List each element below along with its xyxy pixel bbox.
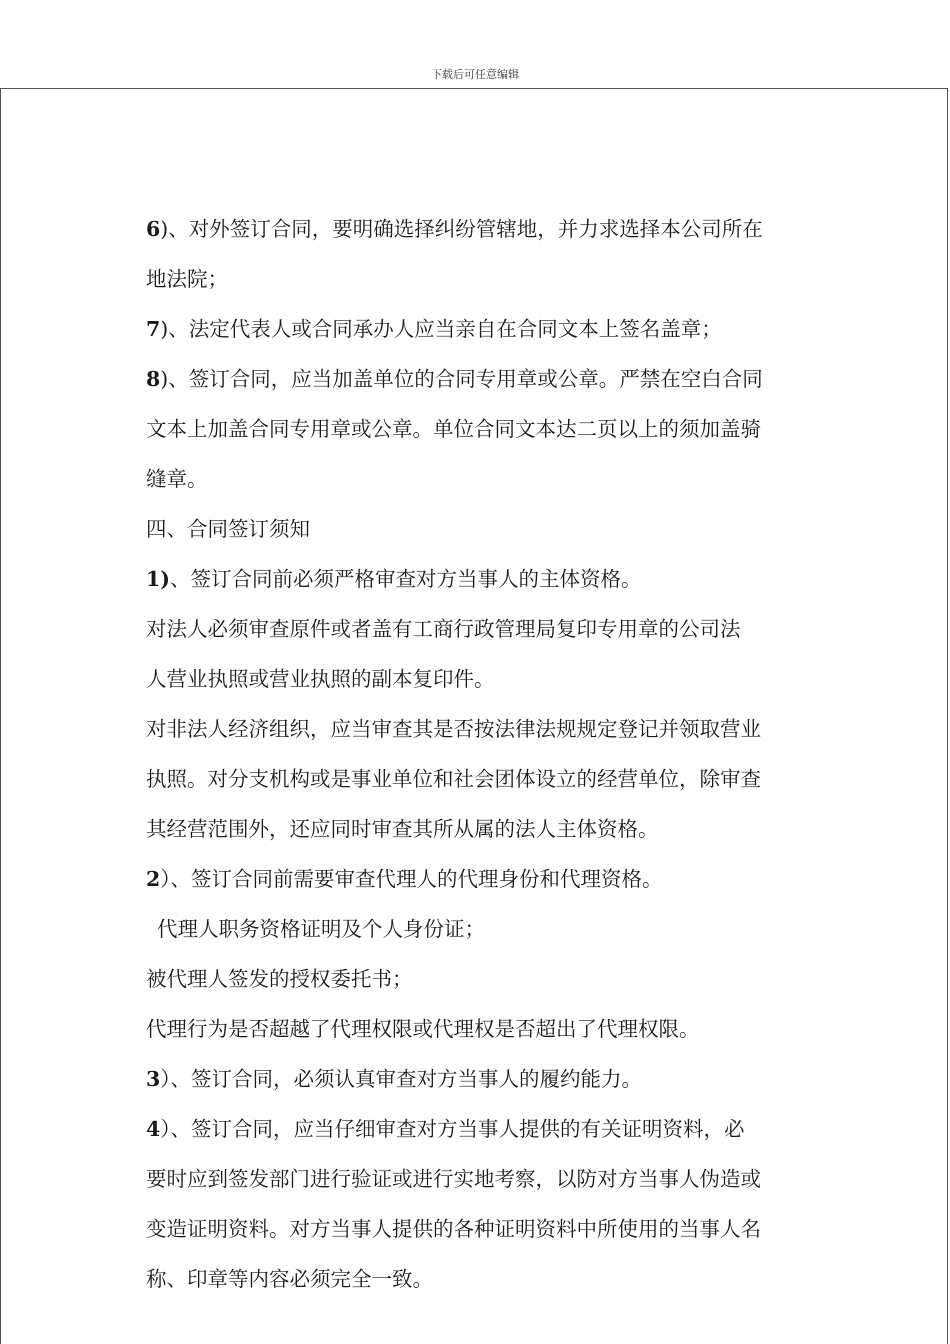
line-text: 、签订合同前必须严格审查对方当事人的主体资格。 [169,567,642,591]
line-text: 人营业执照或营业执照的副本复印件。 [146,667,495,691]
line-text: 变造证明资料。对方当事人提供的各种证明资料中所使用的当事人名 [146,1217,761,1241]
section-heading [146,504,810,554]
line-text: ）、签订合同，必须认真审查对方当事人的履约能力。 [160,1067,643,1091]
line-text: 代理行为是否超越了代理权限或代理权是否超出了代理权限。 [146,1017,700,1041]
line-text: )、对外签订合同，要明确选择纠纷管辖地，并力求选择本公司所在 [160,217,763,241]
text-line [146,754,810,804]
text-line [146,554,810,604]
text-line [146,1054,810,1104]
text-line [146,1254,810,1304]
text-line [146,454,810,504]
line-text: 称、印章等内容必须完全一致。 [146,1267,433,1291]
line-text: )、法定代表人或合同承办人应当亲自在合同文本上签名盖章； [160,317,722,341]
item-number: 8 [146,367,161,391]
line-text: 其经营范围外，还应同时审查其所从属的法人主体资格。 [146,817,659,841]
text-line [146,604,810,654]
text-line [146,1204,810,1254]
page-header: 下载后可任意编辑 [431,68,519,81]
text-line [146,804,810,854]
text-line [146,304,810,354]
text-line [146,1004,810,1054]
text-line [146,354,810,404]
line-text: 缝章。 [146,467,208,491]
text-line [146,204,810,254]
item-number: 2 [146,867,161,891]
text-line [146,254,810,304]
text-line [146,904,810,954]
text-line [146,954,810,1004]
item-number: 1) [146,567,170,591]
line-text: )、签订合同，应当加盖单位的合同专用章或公章。严禁在空白合同 [160,367,763,391]
text-line [146,1154,810,1204]
text-line [146,654,810,704]
text-line [146,854,810,904]
line-text: ）、签订合同前需要审查代理人的代理身份和代理资格。 [160,867,663,891]
item-number: 3 [146,1067,161,1091]
item-number: 4 [146,1117,161,1141]
line-text: 文本上加盖合同专用章或公章。单位合同文本达二页以上的须加盖骑 [146,417,761,441]
line-text: ）、签订合同，应当仔细审查对方当事人提供的有关证明资料，必 [160,1117,745,1141]
text-line [146,404,810,454]
item-number: 7 [146,317,161,341]
line-text: 被代理人签发的授权委托书； [146,967,413,991]
line-text: 代理人职务资格证明及个人身份证； [157,917,485,941]
text-line [146,704,810,754]
line-text: 要时应到签发部门进行验证或进行实地考察，以防对方当事人伪造或 [146,1167,761,1191]
item-number: 6 [146,217,161,241]
line-text: 四、合同签订须知 [146,517,310,541]
line-text: 对法人必须审查原件或者盖有工商行政管理局复印专用章的公司法 [146,617,741,641]
text-line [146,1104,810,1154]
line-text: 地法院； [146,267,228,291]
line-text: 执照。对分支机构或是事业单位和社会团体设立的经营单位，除审查 [146,767,761,791]
document-body [146,204,810,1304]
line-text: 对非法人经济组织，应当审查其是否按法律法规规定登记并领取营业 [146,717,761,741]
